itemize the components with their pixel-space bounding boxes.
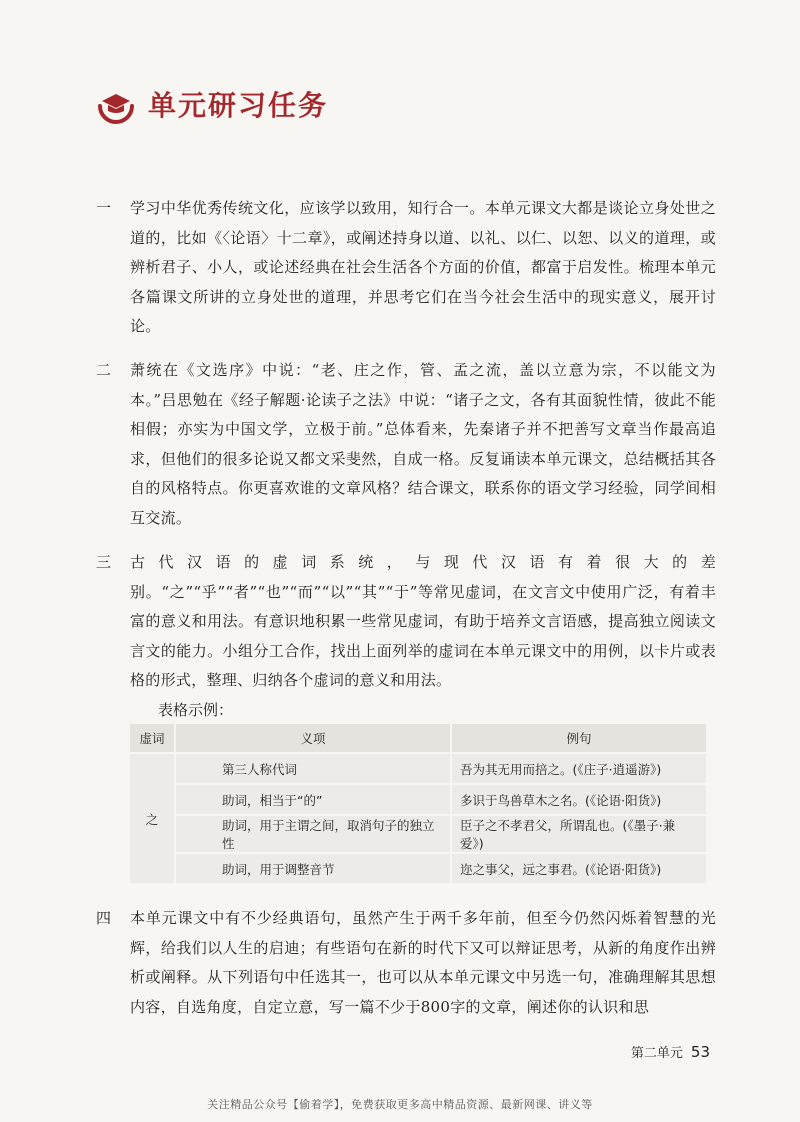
table-header-row xyxy=(130,724,708,754)
task-number: 二 xyxy=(96,361,112,379)
function-word-cell: 之 xyxy=(130,754,176,885)
page-number: 53 xyxy=(690,1043,710,1061)
task-section-3 xyxy=(96,548,716,725)
meaning-cell: 助词，用于主谓之间，取消句子的独立性 xyxy=(176,816,452,854)
unit-label: 第二单元 xyxy=(630,1046,683,1061)
page-footer xyxy=(631,1042,710,1061)
table-row xyxy=(130,785,708,816)
task-text: 古代汉语的虚词系统，与现代汉语有着很大的差别。“之”“乎”“者”“也”“而”“以”“其”“于”等常见虚词，在文言文中使用广泛，有着丰富的意义和用法。有意识地积累一些常见虚词，有助于培养文言语感，提高独立阅读文言文的能力。小组分工合作，找出上面列举的虚词在本单元课文中的用例，以卡片或表格的形式，整理、归纳各个虚词的意义和用法。 xyxy=(130,553,716,689)
meaning-cell: 第三人称代词 xyxy=(176,754,452,785)
task-number: 三 xyxy=(96,553,112,571)
task-text: 萧统在《文选序》中说：“老、庄之作，管、孟之流，盖以立意为宗，不以能文为本。”吕思勉在《经子解题·论读子之法》中说：“诸子之文，各有其面貌性情，彼此不能相假；亦实为中国文学，立极于前。”总体看来，先秦诸子并不把善写文章当作最高追求，但他们的很多论说又都文采斐然，自成一格。反复诵读本单元课文，总结概括其各自的风格特点。你更喜欢谁的文章风格？结合课文，联系你的语文学习经验，同学间相互交流。 xyxy=(130,361,716,527)
header-word: 虚词 xyxy=(130,724,176,754)
task-text: 学习中华优秀传统文化，应该学以致用，知行合一。本单元课文大都是谈论立身处世之道的，比如《〈论语〉十二章》，或阐述持身以道、以礼、以仁、以恕、以义的道理，或辨析君子、小人，或论述经典在社会生活各个方面的价值，都富于启发性。梳理本单元各篇课文所讲的立身处世的道理，并思考它们在当今社会生活中的现实意义，展开讨论。 xyxy=(130,199,716,335)
example-cell: 吾为其无用而掊之。(《庄子·逍遥游》) xyxy=(452,754,708,785)
task-section-1 xyxy=(96,194,716,342)
task-text: 本单元课文中有不少经典语句，虽然产生于两千多年前，但至今仍然闪烁着智慧的光辉，给我们以人生的启迪；有些语句在新的时代下又可以辩证思考，从新的角度作出辨析或阐释。从下列语句中任选其一，也可以从本单元课文中另选一句，准确理解其思想内容，自选角度，自定立意，写一篇不少于800字的文章，阐述你的认识和思 xyxy=(130,909,716,1016)
page-title: 单元研习任务 xyxy=(148,89,329,122)
example-cell: 迩之事父，远之事君。(《论语·阳货》) xyxy=(452,854,708,885)
task-section-4 xyxy=(96,904,716,1022)
table-row xyxy=(130,816,708,854)
meaning-cell: 助词，相当于“的” xyxy=(176,785,452,816)
section-heading xyxy=(96,84,328,124)
meaning-cell: 助词，用于调整音节 xyxy=(176,854,452,885)
table-row xyxy=(130,754,708,785)
task-number: 四 xyxy=(96,909,112,927)
footer-note: 关注精品公众号【偷着学】，免费获取更多高中精品资源、最新网课、讲义等 xyxy=(207,1098,593,1111)
example-cell: 臣子之不孝君父，所谓乱也。(《墨子·兼爱》) xyxy=(452,816,708,854)
task-number: 一 xyxy=(96,199,112,217)
table-sample-label: 表格示例： xyxy=(158,700,234,719)
example-cell: 多识于鸟兽草木之名。(《论语·阳货》) xyxy=(452,785,708,816)
header-example: 例句 xyxy=(452,724,708,754)
task-section-2 xyxy=(96,356,716,533)
header-meaning: 义项 xyxy=(176,724,452,754)
graduation-cap-icon xyxy=(96,84,136,124)
function-word-table xyxy=(130,724,708,885)
table-row xyxy=(130,854,708,885)
